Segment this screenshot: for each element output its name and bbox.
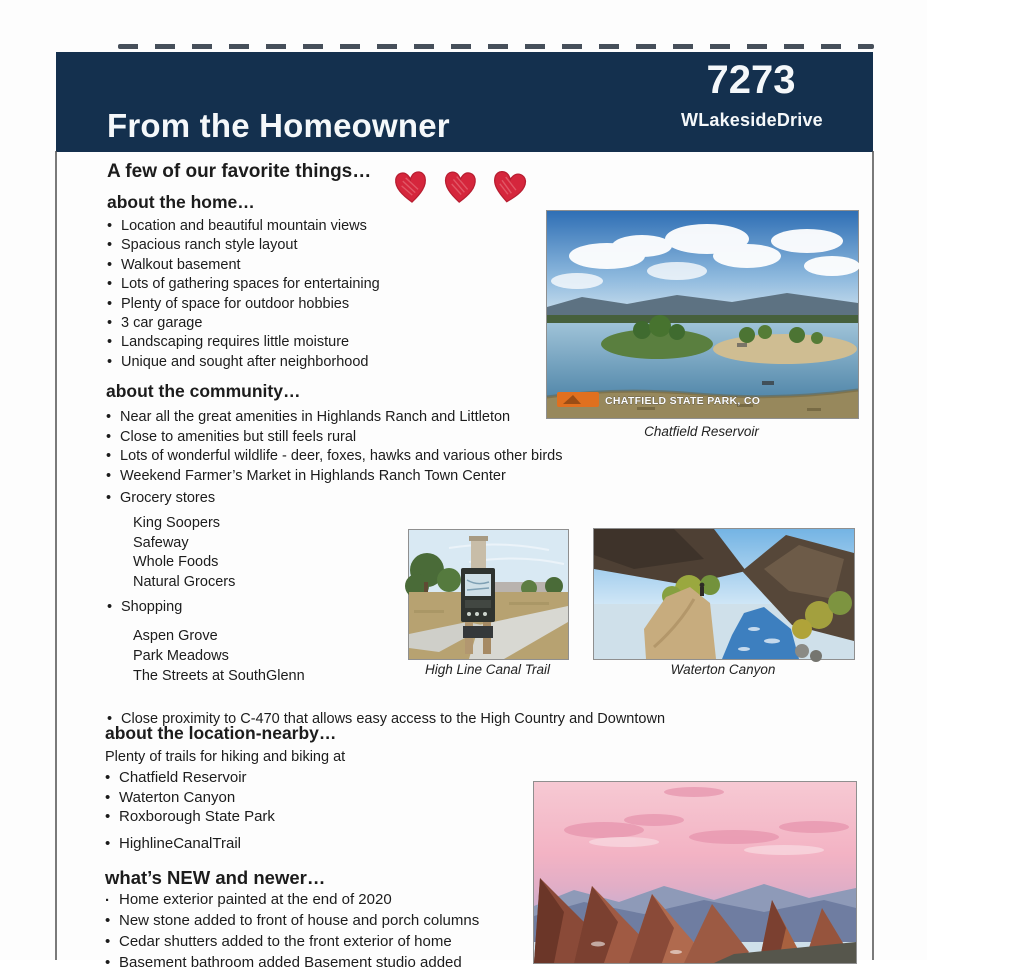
location-intro: Plenty of trails for hiking and biking at (105, 749, 346, 765)
bullet-item: • 3 car garage (107, 314, 380, 333)
list-item: Safeway (133, 534, 189, 551)
address-street: WLakesideDrive (681, 110, 823, 130)
left-page-border (55, 151, 57, 960)
header-band (56, 52, 873, 152)
address-block (681, 58, 821, 131)
list-item: Aspen Grove (133, 628, 218, 644)
location-heading: about the location-nearby… (105, 723, 337, 743)
bullet-item: • Lots of gathering spaces for entertaining (107, 275, 380, 294)
bullet-item: • Near all the great amenities in Highlands Ranch and Littleton (106, 408, 562, 428)
highline-photo (408, 529, 569, 660)
chatfield-caption: Chatfield Reservoir (644, 424, 759, 439)
heart-icon (487, 167, 532, 209)
highline-caption: High Line Canal Trail (424, 662, 551, 677)
bullet-item: • Roxborough State Park (105, 807, 275, 827)
favorites-heading: A few of our favorite things… (107, 161, 372, 182)
bullet-item: • Cedar shutters added to the front exterior of home (105, 931, 479, 952)
c470-bullet: • Close proximity to C-470 that allows easy access to the High Country and Downtown (107, 711, 1034, 727)
list-item: Park Meadows (133, 648, 229, 664)
list-item: Whole Foods (133, 554, 219, 570)
bullet-item: • Chatfield Reservoir (105, 768, 275, 788)
grocery-list (133, 514, 235, 592)
bullet-item: • Unique and sought after neighborhood (107, 353, 380, 372)
bullet-item: • Spacious ranch style layout (107, 236, 380, 255)
bullet-item: • Plenty of space for outdoor hobbies (107, 295, 380, 314)
home-list (107, 217, 380, 372)
community-list (106, 408, 562, 509)
list-item: King Soopers (133, 515, 221, 531)
bullet-item: • Lots of wonderful wildlife - deer, foxes, hawks and various other birds (106, 447, 562, 467)
community-heading: about the community… (106, 381, 301, 401)
bullet-item: • Grocery stores (106, 489, 562, 509)
bullet-item: • HighlineCanalTrail (105, 834, 275, 854)
waterton-caption: Waterton Canyon (670, 662, 776, 677)
heart-icon (440, 168, 480, 207)
address-number: 7273 (706, 58, 796, 102)
badge-logo (557, 392, 599, 407)
home-heading: about the home… (107, 192, 255, 212)
bullet-item: • Close to amenities but still feels rural (106, 428, 562, 448)
page-title: From the Homeowner (107, 107, 450, 144)
hearts-row (392, 169, 528, 206)
roxborough-photo (533, 781, 857, 964)
heart-icon (391, 168, 431, 208)
shopping-list (133, 626, 305, 686)
whats-new-list (105, 889, 479, 973)
bullet-item: . Home exterior painted at the end of 2020 (105, 889, 479, 910)
bullet-item: • Walkout basement (107, 256, 380, 275)
bullet-item: • Weekend Farmer’s Market in Highlands Ranch Town Center (106, 467, 562, 487)
list-item: Natural Grocers (133, 573, 236, 590)
list-item: The Streets at SouthGlenn (133, 668, 305, 684)
waterton-photo (593, 528, 855, 660)
location-list (105, 768, 275, 854)
shopping-bullet: • Shopping (107, 599, 1034, 615)
bullet-item: • Landscaping requires little moisture (107, 333, 380, 352)
scan-artifact-dashes (118, 44, 874, 49)
whats-new-heading: what’s NEW and newer… (105, 867, 326, 888)
bullet-item: • Waterton Canyon (105, 788, 275, 808)
bullet-item: • New stone added to front of house and porch columns (105, 910, 479, 931)
right-page-border (872, 151, 874, 960)
chatfield-photo (546, 210, 859, 419)
bullet-item: • Basement bathroom added Basement studio added (105, 952, 479, 973)
bullet-item: • Location and beautiful mountain views (107, 217, 380, 236)
badge-text: CHATFIELD STATE PARK, CO (605, 395, 761, 407)
